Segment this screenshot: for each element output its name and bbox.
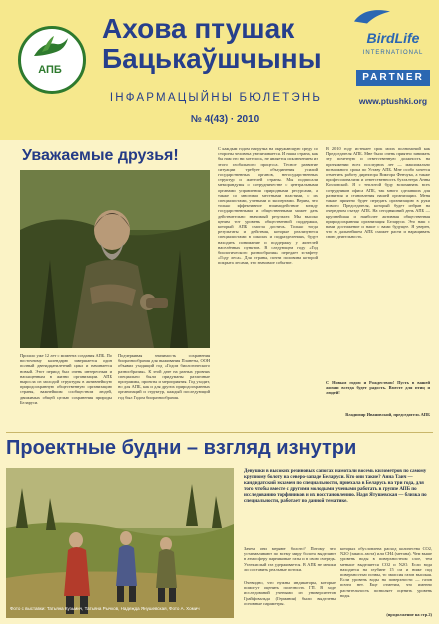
issue-number: № 4(43) · 2010 — [190, 114, 260, 125]
birdlife-bird-icon — [352, 6, 392, 30]
newsletter-title-line1: Ахова птушак — [102, 13, 295, 44]
article-col2: Очевидно, что нужны индикаторы, которые помогут оценить полезность ГП. В ходе исследований учеными из университетов Грайфсвальда (Германия) были выделены основные параметры. — [244, 580, 336, 606]
birdlife-international: INTERNATIONAL — [362, 50, 424, 56]
article-lead: Девушки в высоких резиновых сапогах намотали восемь километров по самому крупному болоту на северо-западе Беларуси. Кто они такие? Анна Таич — кандидатский экзамен по специальности, приехала в Беларусь на три года, для того чтобы вместе с другими молодыми учеными работать в группе АПБ по исследованию торфяников и их восстановлению. Надя Ятушевская — близка по специальности, работает по данной тематике. — [244, 469, 427, 504]
intro-text-col3: С каждым годом нагрузка на окружающую среду со стороны человека увеличивается. И наша страна, как бы нам это ни хотелось, не является исключением из этого глобального процесса. Тесное развитие ситуации требует объединения усилий государственных органов, негосударственных структур и жителей страны. Мы подписали меморандумы о сотрудничестве с центральными органами управления природными ресурсами, а также со многими местными властями, с их специалистами, учеными и экспертами. Верим, что только эффективное взаимодействие между государственными и общественными может дать действительно значимый результат. Мы высоко ценим тот уровень общественной поддержки, который АПБ смогла достичь. Только тогда результаты и действия, которые реализуются специалистами в школах и подразделениях, будут находить понимание и поддержку у жителей населённых пунктов. В следующем году «Год биологического разнообразия» передает эстафету «Году леса». Для страны, почти половина которой покрыта лесами, это значимое событие. — [218, 146, 318, 266]
ornithologist-photo — [20, 170, 210, 348]
intro-text-col2: Подчеркивая значимость сохранения биоразнообразия для выживания Планеты, ООН объявил уходящий год «Годом биологического разнообразия». К этой дате на разных уровнях специально были придуманы различные программы, проекты и мероприятия. Год уходит, но для АПБ, как и для других природоохранных организаций и структур, каждый последующий год был Годом биоразнообразия. — [118, 353, 210, 400]
intro-text-col4: В 2010 году истекает срок моих полномочий как Председателя АПБ. Мне было очень приятно занимать эту почетную и ответственную должность на протяжении всех последних лет — максимально возможного срока по Уставу АПБ. Мне особо хочется отметить работу директора Виктора Фенчука, а также профессионализм и ответственность бухгалтера Анны Козловской. Я с теплотой буду вспоминать всех сотрудников офиса АПБ, так много сделавших для развития и становления нашей организации. Меня также приятно будет передать организацию в руки нового Председателя, который будет избран на очередном съезде АПБ. На сегодняшний день АПБ — крупнейшая и наиболее активная общественная природоохранная организация Беларуси. Это наш с вами достижение и наше с вами будущее. Я уверен, что в дальнейшем АПБ сможет расти и наращивать свою деятельность. — [326, 146, 430, 240]
bog-fieldwork-photo — [6, 468, 234, 618]
section1-heading: Уважаемые друзья! — [22, 147, 179, 164]
website-link[interactable]: www.ptushki.org — [358, 96, 428, 106]
partner-badge: PARTNER — [356, 70, 430, 86]
section2-heading: Проектные будни – взгляд изнутри — [6, 437, 357, 459]
birdlife-name: BirdLife — [366, 30, 420, 46]
newsletter-title-line2: Бацькаўшчыны — [102, 43, 322, 74]
new-year-greeting: С Новым годом и Рождеством! Пусть в вашей жизни всегда будет радость. Вместе для птиц и людей! — [326, 380, 430, 396]
continued-note: (продолжение на стр.2) — [386, 612, 432, 617]
newsletter-subtitle: ІНФАРМАЦЫЙНЫ БЮЛЕТЭНЬ — [109, 92, 323, 104]
signature: Владимир Ивановский, председатель АПБ — [345, 412, 430, 417]
section-divider — [6, 432, 433, 433]
intro-text-col1: Прошло уже 12 лет с момента создания АПБ. По восточному календарю завершается один полный двенадцатилетний цикл и начинается новый. Этот период был очень интересным и насыщенным в жизни организации. АПБ выросла из молодой структуры в активнейшую природоохранную общественную организацию страны, важнейшим сообществом людей, движимых общей целью сохранения природы Беларуси. — [20, 353, 112, 405]
photo-caption: Фото с выставки: Татьяна Кузьмич, Татьяна Рычков, Надежда Янушевская, Фото А. Хомич — [10, 606, 200, 611]
article-col3: которых обусловлена расход количества СО2, N2O (закись азота) или СН4 (метана). Чем выше уровень воды в поверхностном слое, тем меньше выделяется СО2 и N2O. Если вода находится на глубине 15 см и ниже под поверхностью почвы, то эмиссия газов высокая. Если уровень воды на поверхности — газов почти нет. Еще отметим, что именно растительность позволяет оценить уровень воды. — [340, 546, 432, 598]
apb-logo-text: АПБ — [38, 64, 62, 76]
article-col1: Зачем они меряют болото? Потому что устанавливают по всему миру болота выделяют в атмосферу парниковые газы и в свою очередь. Углекислый газ удерживается. В АПБ не мешки ли составить реальные потоки. — [244, 546, 336, 572]
